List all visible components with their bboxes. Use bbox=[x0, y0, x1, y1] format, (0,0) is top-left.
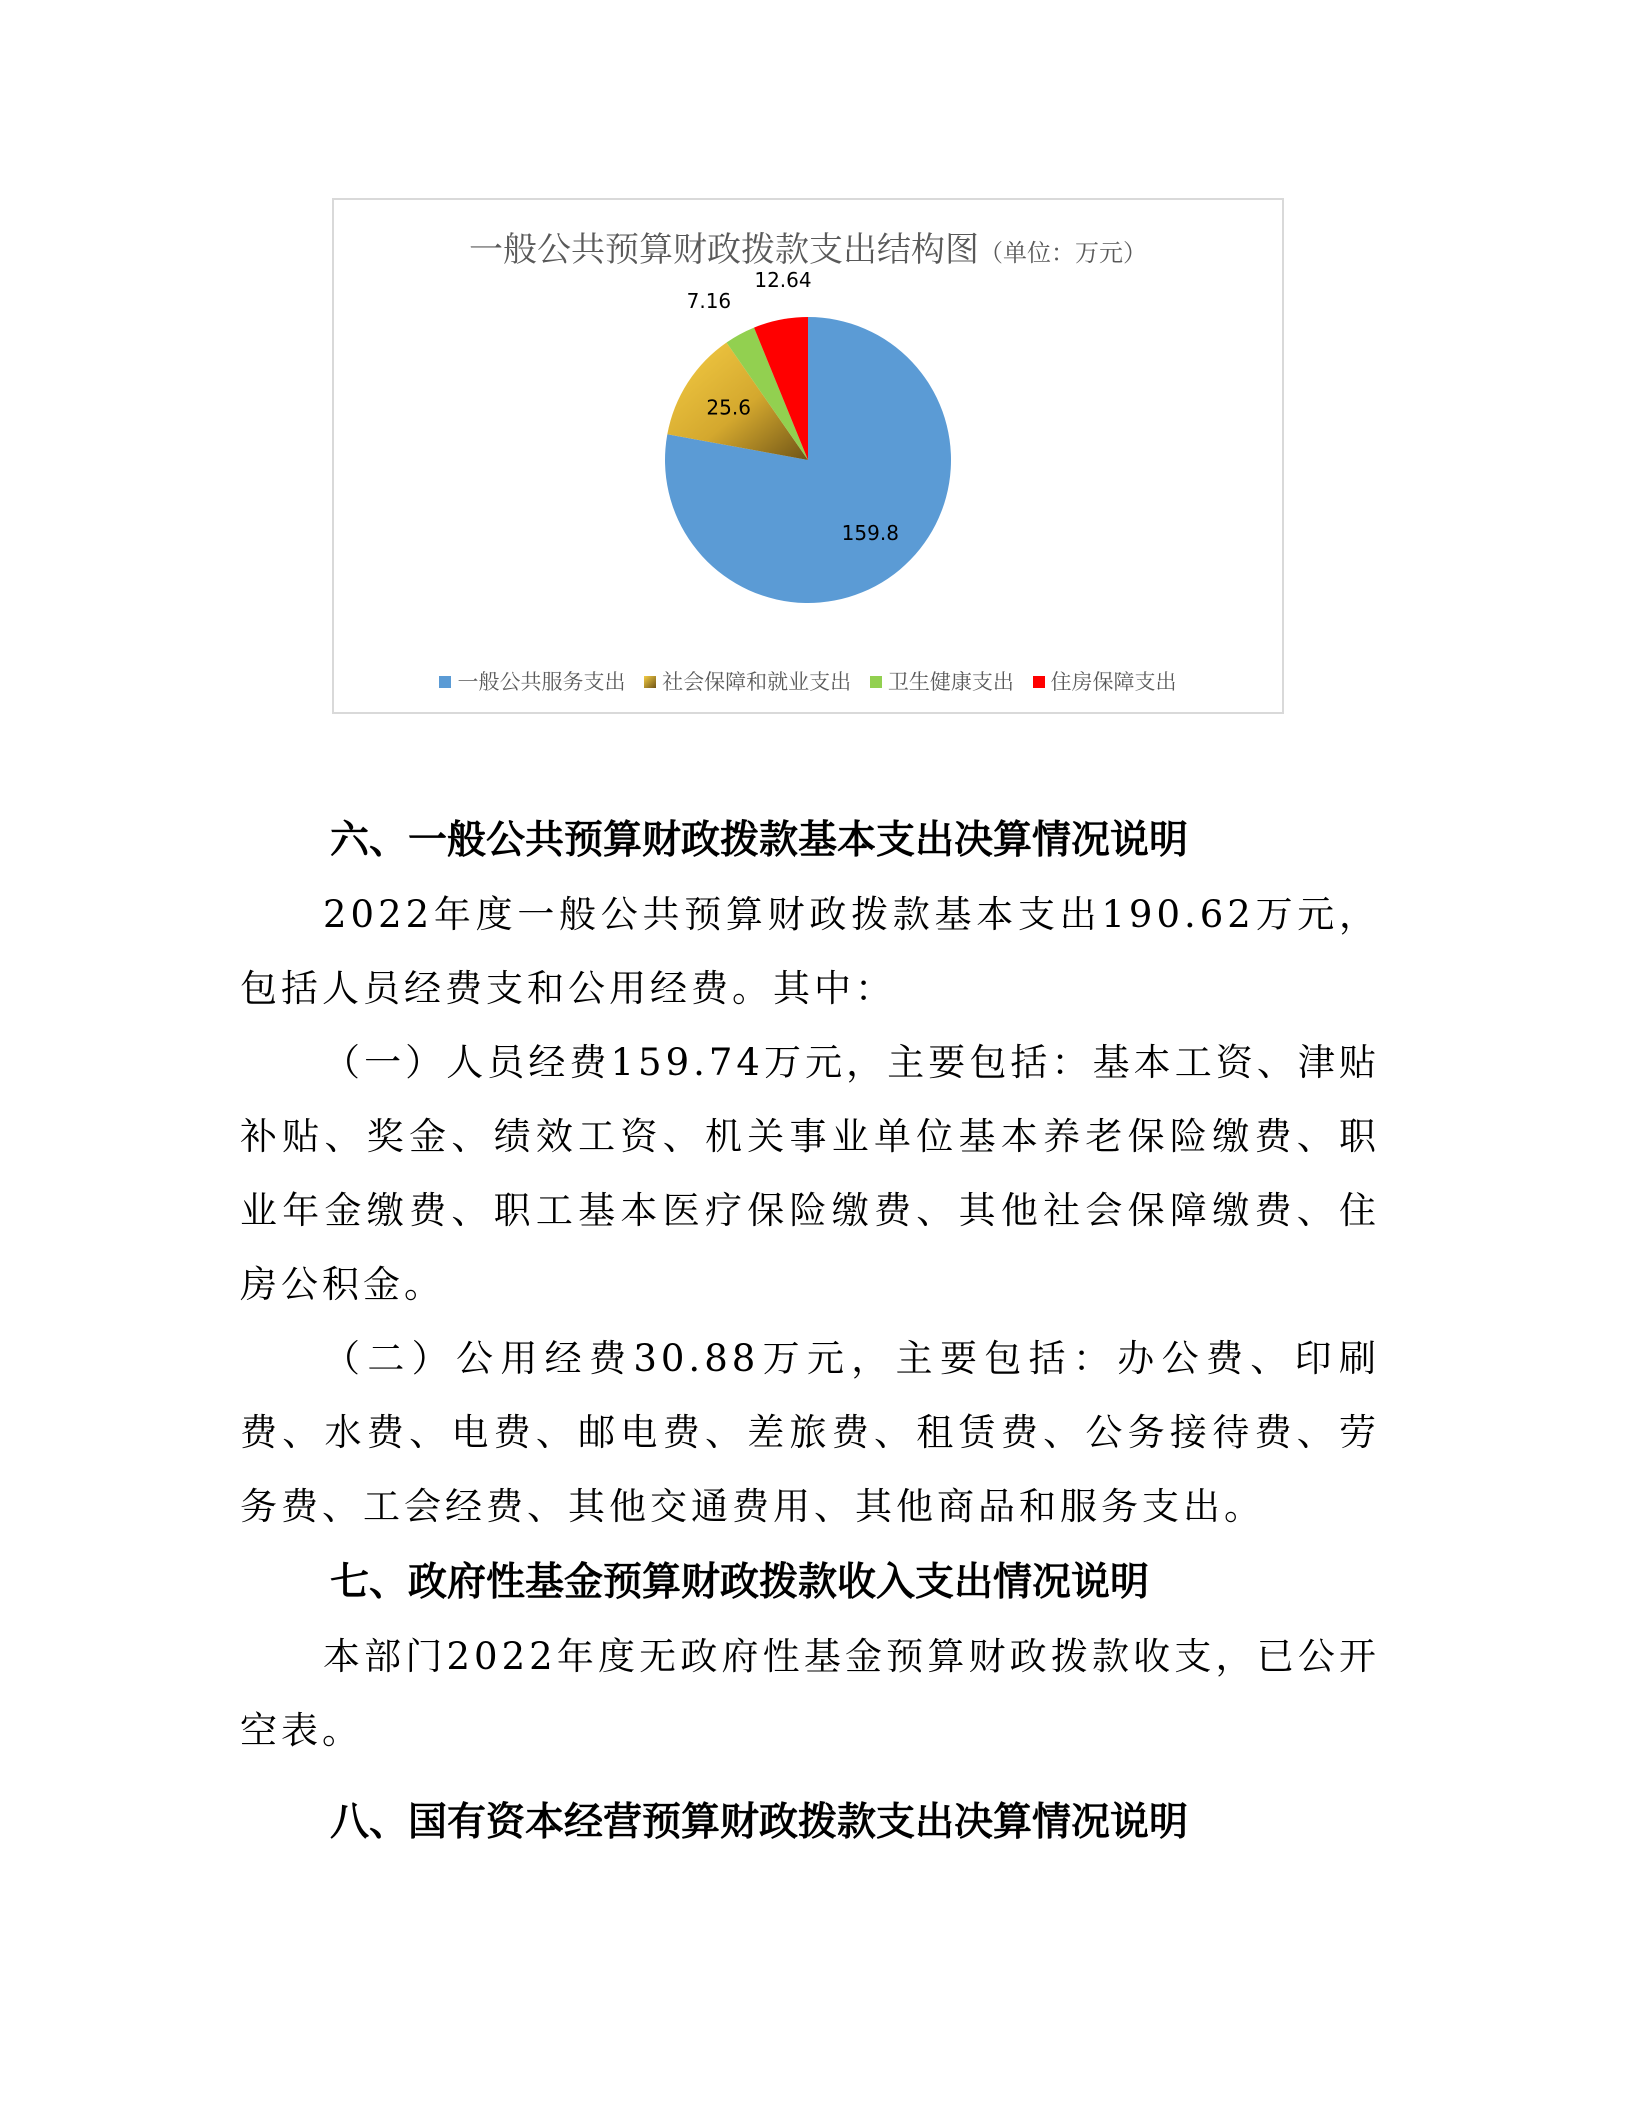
chart-legend bbox=[334, 666, 1282, 696]
section-6-heading: 六、一般公共预算财政拨款基本支出决算情况说明 bbox=[330, 818, 1189, 863]
chart-unit: （单位：万元） bbox=[979, 239, 1147, 267]
legend-swatch bbox=[870, 676, 882, 688]
pie-data-label: 12.64 bbox=[754, 268, 812, 293]
legend-item: 卫生健康支出 bbox=[870, 666, 1014, 696]
legend-item: 一般公共服务支出 bbox=[439, 666, 625, 696]
section-6-paragraph-3: （二）公用经费30.88万元，主要包括：办公费、印刷费、水费、电费、邮电费、差旅费、租赁费、公务接待费、劳务费、工会经费、其他交通费用、其他商品和服务支出。 bbox=[240, 1337, 1380, 1528]
legend-swatch bbox=[1033, 676, 1045, 688]
legend-item: 住房保障支出 bbox=[1033, 666, 1177, 696]
section-6-paragraph-2: （一）人员经费159.74万元，主要包括：基本工资、津贴补贴、奖金、绩效工资、机关事业单位基本养老保险缴费、职业年金缴费、职工基本医疗保险缴费、其他社会保障缴费、住房公积金。 bbox=[240, 1041, 1380, 1306]
pie-data-label: 7.16 bbox=[686, 289, 732, 314]
legend-item: 社会保障和就业支出 bbox=[644, 666, 851, 696]
section-6-paragraph-1: 2022年度一般公共预算财政拨款基本支出190.62万元，包括人员经费支和公用经费。其中： bbox=[240, 893, 1380, 1010]
pie-data-label: 159.8 bbox=[841, 521, 899, 546]
pie-chart bbox=[332, 198, 1284, 714]
section-7-paragraph-1: 本部门2022年度无政府性基金预算财政拨款收支，已公开空表。 bbox=[240, 1635, 1380, 1752]
legend-swatch bbox=[439, 676, 451, 688]
section-8-heading: 八、国有资本经营预算财政拨款支出决算情况说明 bbox=[330, 1800, 1189, 1845]
pie-data-label: 25.6 bbox=[706, 395, 751, 420]
section-7-heading: 七、政府性基金预算财政拨款收入支出情况说明 bbox=[330, 1560, 1150, 1605]
pie-plot bbox=[334, 200, 1282, 712]
chart-title: 一般公共预算财政拨款支出结构图（单位：万元） bbox=[469, 230, 1147, 270]
legend-swatch bbox=[644, 676, 656, 688]
